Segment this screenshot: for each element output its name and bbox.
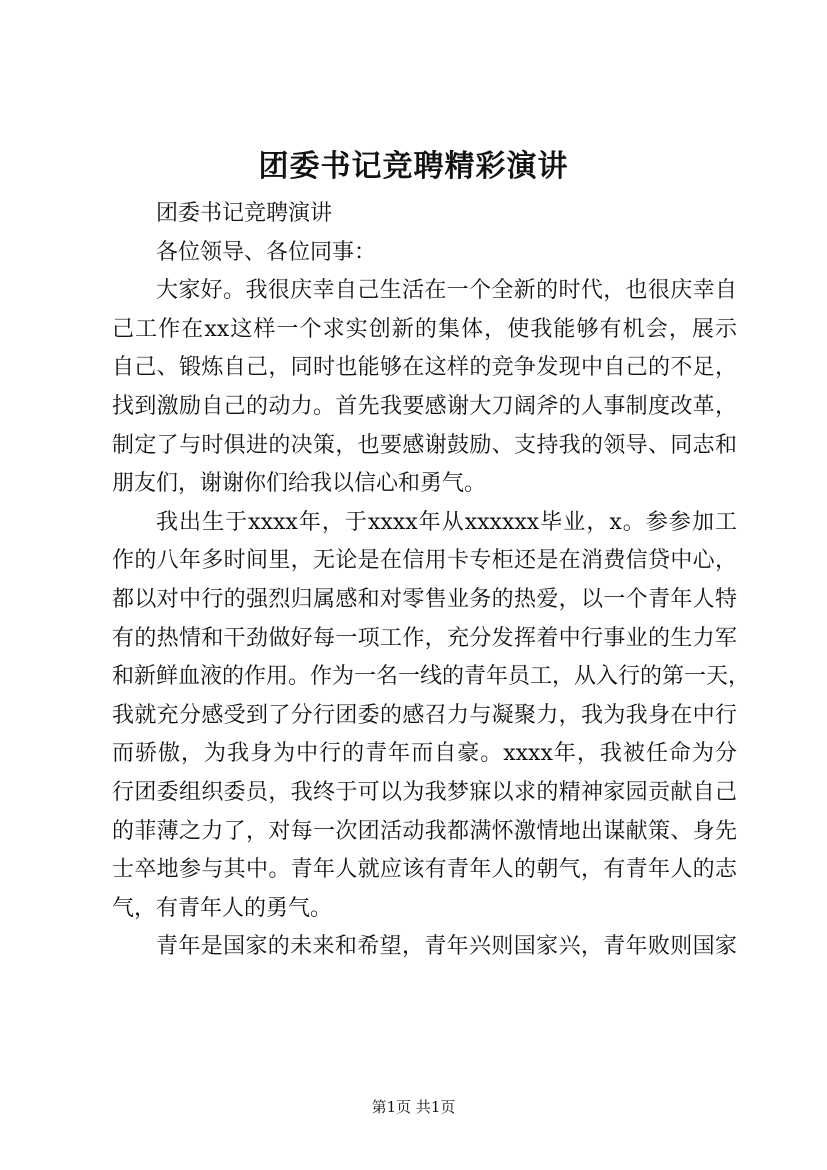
paragraph-line: 找到激励自己的动力。首先我要感谢大刀阔斧的人事制度改革， (112, 393, 737, 419)
paragraph-line: 而骄傲，为我身为中行的青年而自豪。xxxx年，我被任命为分 (112, 741, 737, 767)
subtitle-line: 团委书记竞聘演讲 (156, 201, 333, 226)
paragraph-line: 大家好。我很庆幸自己生活在一个全新的时代，也很庆幸自 (156, 278, 737, 304)
page-footer: 第1页 共1页 (371, 1098, 456, 1116)
paragraph-line: 制定了与时俱进的决策，也要感谢鼓励、支持我的领导、同志和 (112, 432, 737, 458)
paragraph-line: 都以对中行的强烈归属感和对零售业务的热爱，以一个青年人特 (112, 586, 737, 612)
paragraph-line: 自己、锻炼自己，同时也能够在这样的竞争发现中自己的不足， (112, 355, 737, 381)
paragraph-line: 行团委组织委员，我终于可以为我梦寐以求的精神家园贡献自己 (112, 779, 737, 805)
paragraph-line: 我出生于xxxx年，于xxxx年从xxxxxx毕业，x。参参加工 (156, 509, 737, 535)
paragraph-line: 有的热情和干劲做好每一项工作，充分发挥着中行事业的生力军 (112, 625, 737, 651)
paragraph-line: 的菲薄之力了，对每一次团活动我都满怀激情地出谋献策、身先 (112, 818, 737, 844)
paragraph-line: 士卒地参与其中。青年人就应该有青年人的朝气，有青年人的志 (112, 857, 737, 883)
paragraph-line: 和新鲜血液的作用。作为一名一线的青年员工，从入行的第一天， (112, 664, 751, 690)
document-title: 团委书记竞聘精彩演讲 (258, 149, 569, 184)
paragraph-line: 气，有青年人的勇气。 (112, 895, 333, 921)
salutation-line: 各位领导、各位同事： (156, 239, 377, 265)
paragraph-line: 我就充分感受到了分行团委的感召力与凝聚力，我为我身在中行 (112, 702, 737, 728)
paragraph-line: 朋友们，谢谢你们给我以信心和勇气。 (112, 471, 487, 497)
paragraph-line: 青年是国家的未来和希望，青年兴则国家兴，青年败则国家 (156, 934, 737, 960)
paragraph-line: 己工作在xx这样一个求实创新的集体，使我能够有机会，展示 (112, 316, 737, 342)
paragraph-line: 作的八年多时间里，无论是在信用卡专柜还是在消费信贷中心， (112, 548, 737, 574)
document-body (112, 195, 751, 967)
